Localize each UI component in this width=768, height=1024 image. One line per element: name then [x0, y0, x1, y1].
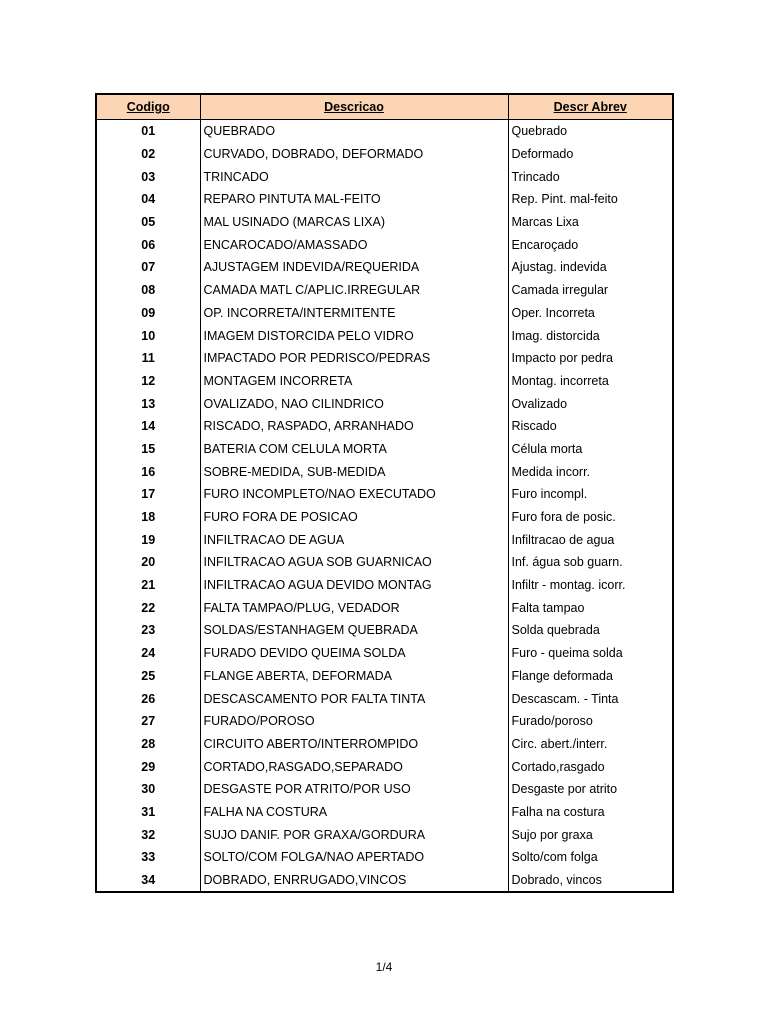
cell-abbreviation: Oper. Incorreta — [508, 302, 673, 325]
cell-description: INFILTRACAO AGUA DEVIDO MONTAG — [200, 574, 508, 597]
cell-abbreviation: Ajustag. indevida — [508, 256, 673, 279]
cell-description: DESGASTE POR ATRITO/POR USO — [200, 778, 508, 801]
cell-abbreviation: Solda quebrada — [508, 619, 673, 642]
cell-description: AJUSTAGEM INDEVIDA/REQUERIDA — [200, 256, 508, 279]
table-row — [96, 233, 673, 256]
cell-abbreviation: Encaroçado — [508, 233, 673, 256]
cell-description: SOLTO/COM FOLGA/NAO APERTADO — [200, 846, 508, 869]
cell-code: 07 — [96, 256, 200, 279]
cell-abbreviation: Desgaste por atrito — [508, 778, 673, 801]
cell-abbreviation: Marcas Lixa — [508, 211, 673, 234]
cell-description: FURADO/POROSO — [200, 710, 508, 733]
cell-code: 17 — [96, 483, 200, 506]
cell-description: TRINCADO — [200, 165, 508, 188]
cell-abbreviation: Infiltracao de agua — [508, 528, 673, 551]
cell-code: 14 — [96, 415, 200, 438]
cell-description: INFILTRACAO AGUA SOB GUARNICAO — [200, 551, 508, 574]
cell-abbreviation: Quebrado — [508, 120, 673, 143]
cell-code: 13 — [96, 392, 200, 415]
table-row — [96, 710, 673, 733]
cell-abbreviation: Imag. distorcida — [508, 324, 673, 347]
cell-code: 18 — [96, 506, 200, 529]
cell-description: OP. INCORRETA/INTERMITENTE — [200, 302, 508, 325]
cell-code: 12 — [96, 370, 200, 393]
cell-code: 21 — [96, 574, 200, 597]
cell-description: QUEBRADO — [200, 120, 508, 143]
cell-abbreviation: Rep. Pint. mal-feito — [508, 188, 673, 211]
cell-code: 31 — [96, 801, 200, 824]
cell-abbreviation: Riscado — [508, 415, 673, 438]
table-row — [96, 120, 673, 143]
cell-code: 20 — [96, 551, 200, 574]
cell-description: CAMADA MATL C/APLIC.IRREGULAR — [200, 279, 508, 302]
cell-code: 02 — [96, 143, 200, 166]
table-row — [96, 211, 673, 234]
column-header-descr-abrev: Descr Abrev — [508, 94, 673, 120]
cell-abbreviation: Ovalizado — [508, 392, 673, 415]
table-row — [96, 165, 673, 188]
cell-code: 30 — [96, 778, 200, 801]
table-row — [96, 778, 673, 801]
table-row — [96, 733, 673, 756]
table-row — [96, 869, 673, 893]
cell-abbreviation: Sujo por graxa — [508, 823, 673, 846]
table-row — [96, 846, 673, 869]
cell-code: 10 — [96, 324, 200, 347]
cell-code: 26 — [96, 687, 200, 710]
cell-description: REPARO PINTUTA MAL-FEITO — [200, 188, 508, 211]
cell-code: 23 — [96, 619, 200, 642]
table-header — [96, 94, 673, 120]
cell-description: ENCAROCADO/AMASSADO — [200, 233, 508, 256]
table-row — [96, 392, 673, 415]
cell-description: DOBRADO, ENRRUGADO,VINCOS — [200, 869, 508, 893]
defect-code-table — [95, 93, 674, 893]
cell-description: CORTADO,RASGADO,SEPARADO — [200, 755, 508, 778]
cell-abbreviation: Solto/com folga — [508, 846, 673, 869]
table-row — [96, 347, 673, 370]
cell-code: 11 — [96, 347, 200, 370]
cell-description: CIRCUITO ABERTO/INTERROMPIDO — [200, 733, 508, 756]
cell-abbreviation: Furo - queima solda — [508, 642, 673, 665]
table-row — [96, 370, 673, 393]
cell-code: 09 — [96, 302, 200, 325]
cell-abbreviation: Camada irregular — [508, 279, 673, 302]
cell-code: 25 — [96, 665, 200, 688]
table-body — [96, 120, 673, 893]
cell-abbreviation: Célula morta — [508, 438, 673, 461]
cell-code: 04 — [96, 188, 200, 211]
table-row — [96, 596, 673, 619]
cell-code: 32 — [96, 823, 200, 846]
cell-code: 27 — [96, 710, 200, 733]
cell-code: 08 — [96, 279, 200, 302]
table-row — [96, 642, 673, 665]
cell-code: 19 — [96, 528, 200, 551]
table-row — [96, 755, 673, 778]
cell-abbreviation: Montag. incorreta — [508, 370, 673, 393]
cell-abbreviation: Furo incompl. — [508, 483, 673, 506]
cell-description: SOLDAS/ESTANHAGEM QUEBRADA — [200, 619, 508, 642]
table-row — [96, 574, 673, 597]
table-row — [96, 506, 673, 529]
cell-description: RISCADO, RASPADO, ARRANHADO — [200, 415, 508, 438]
cell-code: 28 — [96, 733, 200, 756]
cell-abbreviation: Inf. água sob guarn. — [508, 551, 673, 574]
cell-abbreviation: Circ. abert./interr. — [508, 733, 673, 756]
cell-code: 06 — [96, 233, 200, 256]
cell-description: SUJO DANIF. POR GRAXA/GORDURA — [200, 823, 508, 846]
cell-abbreviation: Falta tampao — [508, 596, 673, 619]
cell-abbreviation: Furo fora de posic. — [508, 506, 673, 529]
table-row — [96, 279, 673, 302]
cell-description: FURO INCOMPLETO/NAO EXECUTADO — [200, 483, 508, 506]
cell-abbreviation: Descascam. - Tinta — [508, 687, 673, 710]
table-row — [96, 551, 673, 574]
table-row — [96, 801, 673, 824]
table-row — [96, 619, 673, 642]
cell-description: FURO FORA DE POSICAO — [200, 506, 508, 529]
cell-abbreviation: Deformado — [508, 143, 673, 166]
table-row — [96, 460, 673, 483]
table-row — [96, 188, 673, 211]
cell-code: 03 — [96, 165, 200, 188]
cell-abbreviation: Medida incorr. — [508, 460, 673, 483]
cell-description: MAL USINADO (MARCAS LIXA) — [200, 211, 508, 234]
cell-description: IMPACTADO POR PEDRISCO/PEDRAS — [200, 347, 508, 370]
cell-description: FURADO DEVIDO QUEIMA SOLDA — [200, 642, 508, 665]
cell-abbreviation: Dobrado, vincos — [508, 869, 673, 893]
cell-code: 29 — [96, 755, 200, 778]
cell-description: FALHA NA COSTURA — [200, 801, 508, 824]
cell-abbreviation: Flange deformada — [508, 665, 673, 688]
cell-abbreviation: Trincado — [508, 165, 673, 188]
table-row — [96, 687, 673, 710]
cell-description: IMAGEM DISTORCIDA PELO VIDRO — [200, 324, 508, 347]
cell-code: 33 — [96, 846, 200, 869]
cell-abbreviation: Infiltr - montag. icorr. — [508, 574, 673, 597]
cell-code: 24 — [96, 642, 200, 665]
table-row — [96, 823, 673, 846]
cell-description: BATERIA COM CELULA MORTA — [200, 438, 508, 461]
table-row — [96, 256, 673, 279]
cell-abbreviation: Cortado,rasgado — [508, 755, 673, 778]
table-row — [96, 143, 673, 166]
cell-description: SOBRE-MEDIDA, SUB-MEDIDA — [200, 460, 508, 483]
cell-description: FLANGE ABERTA, DEFORMADA — [200, 665, 508, 688]
cell-abbreviation: Impacto por pedra — [508, 347, 673, 370]
cell-description: INFILTRACAO DE AGUA — [200, 528, 508, 551]
cell-description: CURVADO, DOBRADO, DEFORMADO — [200, 143, 508, 166]
table-row — [96, 438, 673, 461]
column-header-codigo: Codigo — [96, 94, 200, 120]
table-row — [96, 415, 673, 438]
cell-code: 15 — [96, 438, 200, 461]
table-row — [96, 483, 673, 506]
cell-description: FALTA TAMPAO/PLUG, VEDADOR — [200, 596, 508, 619]
defect-code-table-container — [95, 93, 672, 893]
cell-code: 05 — [96, 211, 200, 234]
header-row — [96, 94, 673, 120]
cell-description: DESCASCAMENTO POR FALTA TINTA — [200, 687, 508, 710]
cell-abbreviation: Furado/poroso — [508, 710, 673, 733]
cell-description: OVALIZADO, NAO CILINDRICO — [200, 392, 508, 415]
cell-code: 16 — [96, 460, 200, 483]
cell-description: MONTAGEM INCORRETA — [200, 370, 508, 393]
table-row — [96, 665, 673, 688]
table-row — [96, 302, 673, 325]
column-header-descricao: Descricao — [200, 94, 508, 120]
page-number: 1/4 — [375, 960, 393, 974]
cell-abbreviation: Falha na costura — [508, 801, 673, 824]
table-row — [96, 528, 673, 551]
cell-code: 22 — [96, 596, 200, 619]
cell-code: 34 — [96, 869, 200, 893]
table-row — [96, 324, 673, 347]
cell-code: 01 — [96, 120, 200, 143]
